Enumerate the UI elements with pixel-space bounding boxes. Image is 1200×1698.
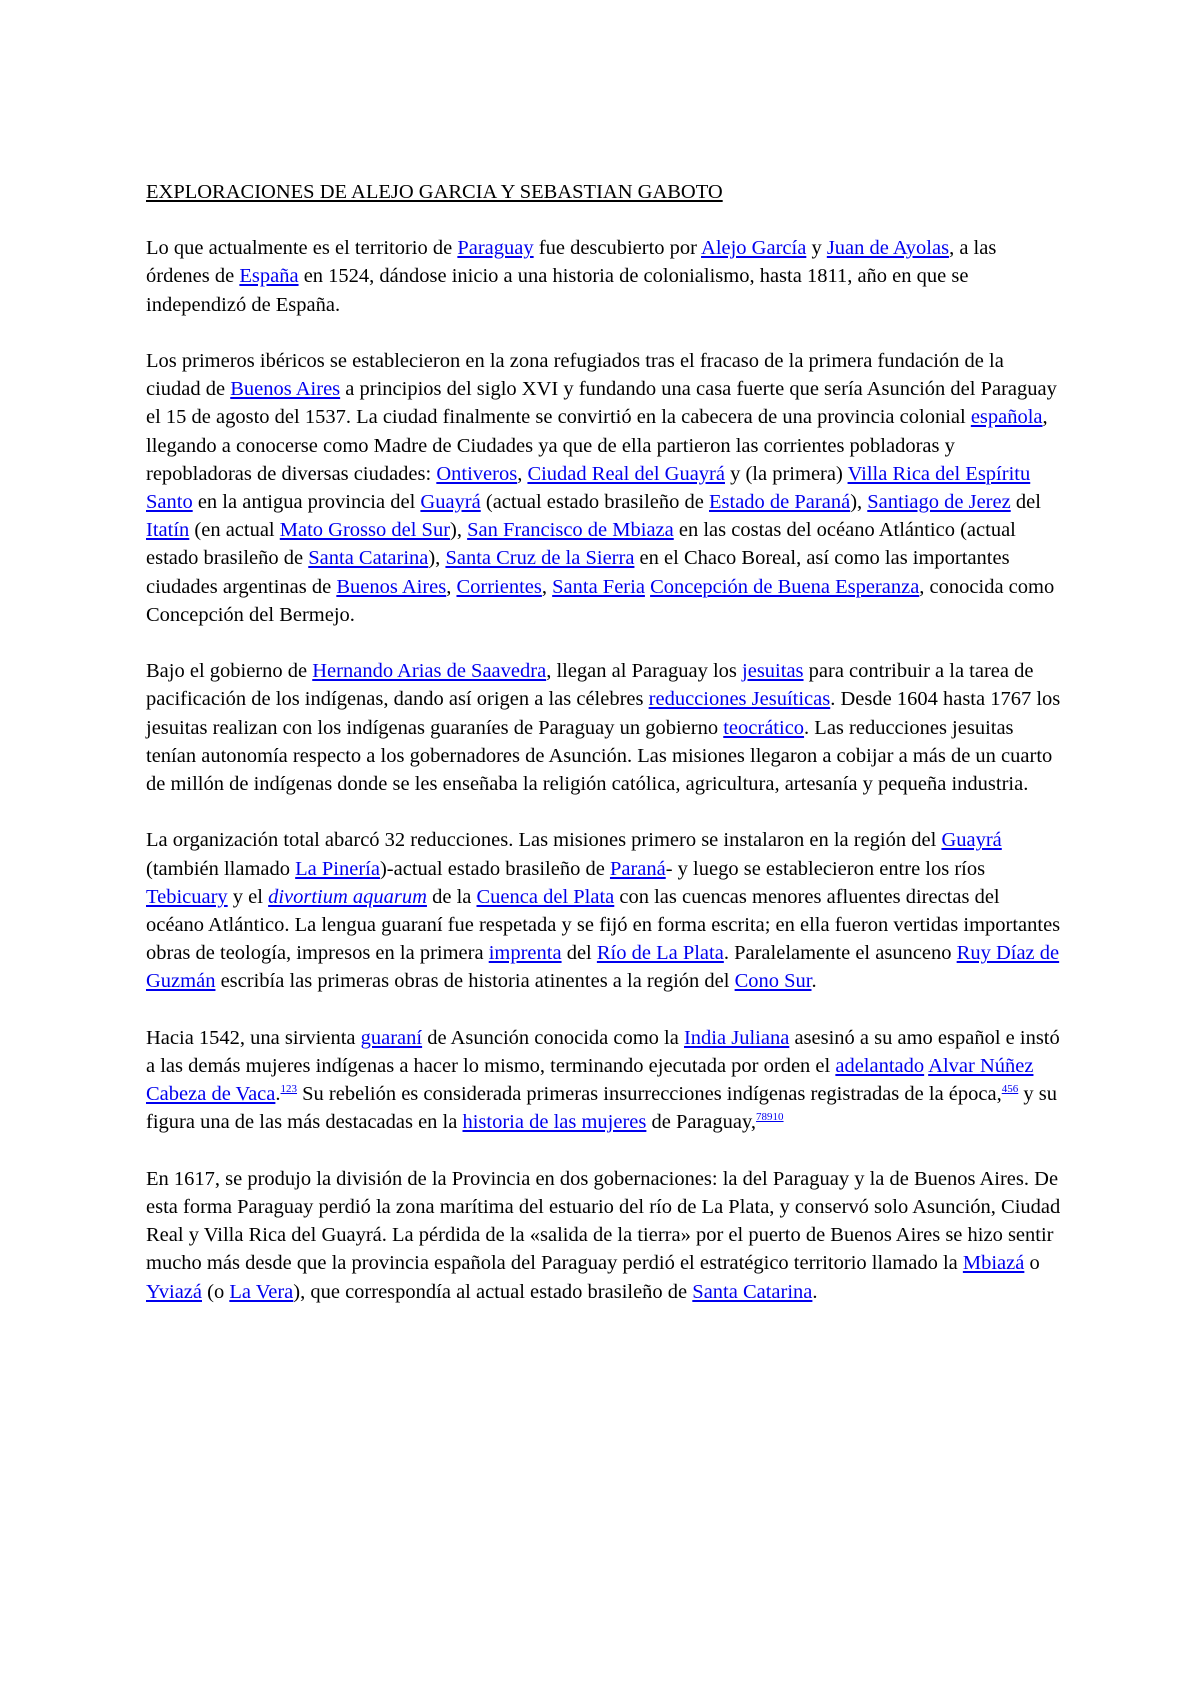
text-link[interactable]: Juan de Ayolas (826, 237, 950, 260)
text-run: (o (202, 1280, 230, 1303)
text-run: en las costas del océano Atlántico (actual estado brasileño de (146, 519, 1016, 570)
text-run: La organización total abarcó 32 reducciones. Las misiones primero se instalaron en la región del (146, 829, 942, 852)
text-link[interactable]: India Juliana (683, 1026, 790, 1049)
text-link[interactable]: Santa Catarina (308, 547, 429, 570)
text-link[interactable]: Ontiveros (436, 462, 518, 485)
text-link[interactable]: Estado de Paraná (709, 491, 851, 514)
text-run: y (806, 237, 827, 260)
paragraph (146, 234, 1062, 319)
text-link[interactable]: Tebicuary (146, 885, 228, 908)
text-run: , conocida como Concepción del Bermejo. (146, 575, 1055, 626)
text-link[interactable]: Guayrá (941, 829, 1002, 852)
paragraph (146, 1165, 1062, 1306)
text-link[interactable]: Alvar Núñez Cabeza de Vaca (146, 1055, 1034, 1106)
text-run: , a las órdenes de (146, 237, 997, 288)
text-link[interactable]: historia de las mujeres (462, 1111, 647, 1134)
text-run: , (446, 575, 457, 598)
text-run: y (la primera) (724, 462, 848, 485)
paragraph (146, 826, 1062, 995)
text-link[interactable]: Cuenca del Plata (476, 885, 615, 908)
citation-superscript (281, 1083, 298, 1095)
text-link[interactable]: española (970, 406, 1043, 429)
text-link[interactable]: jesuitas (742, 660, 804, 683)
text-run: en 1524, dándose inicio a una historia de colonialismo, hasta 1811, año en que se independizó de España. (146, 265, 969, 316)
text-run: - y luego se establecieron entre los ríos (665, 857, 986, 880)
document-body (146, 234, 1062, 1306)
text-run: del (1010, 491, 1041, 514)
text-run: para contribuir a la tarea de pacificación de los indígenas, dando así origen a las célebres (146, 660, 1034, 711)
text-run: ), (428, 547, 446, 570)
text-run: ), que correspondía al actual estado brasileño de (293, 1280, 693, 1303)
text-link[interactable]: reducciones Jesuíticas (648, 688, 831, 711)
text-run: (en actual (189, 519, 280, 542)
text-run: y su figura una de las más destacadas en la (146, 1083, 1057, 1134)
text-run: Su rebelión es considerada primeras insurrecciones indígenas registradas de la época, (297, 1083, 1002, 1106)
text-run: , llegando a conocerse como Madre de Ciudades ya que de ella partieron las corrientes pobladoras y repobladoras de diversas ciudades: (146, 406, 1048, 485)
text-link[interactable]: Mato Grosso del Sur (279, 519, 451, 542)
text-link[interactable]: Santa Feria (552, 575, 645, 598)
text-link[interactable]: Ciudad Real del Guayrá (527, 462, 725, 485)
text-run: en el Chaco Boreal, así como las importantes ciudades argentinas de (146, 547, 1010, 598)
text-link[interactable]: Yviazá (146, 1280, 202, 1303)
text-link[interactable]: Hernando Arias de Saavedra (312, 660, 547, 683)
text-link[interactable]: Santa Cruz de la Sierra (445, 547, 635, 570)
text-run: . Desde 1604 hasta 1767 los jesuitas realizan con los indígenas guaraníes de Paraguay un gobierno (146, 688, 1061, 739)
text-link[interactable]: adelantado (835, 1055, 925, 1078)
text-link[interactable]: Mbiazá (962, 1252, 1025, 1275)
text-link[interactable]: Itatín (146, 519, 190, 542)
text-run: , (517, 462, 528, 485)
text-link[interactable]: Río de La Plata (596, 942, 724, 965)
citation-superscript (1002, 1083, 1019, 1095)
text-link[interactable]: Corrientes (456, 575, 542, 598)
text-run: . Paralelamente el asunceno (723, 942, 957, 965)
text-run: ), (850, 491, 868, 514)
text-run: de Asunción conocida como la (422, 1026, 684, 1049)
text-run: (actual estado brasileño de (480, 491, 710, 514)
paragraph (146, 1024, 1062, 1137)
text-link[interactable]: Santa Catarina (692, 1280, 813, 1303)
text-link[interactable]: guaraní (360, 1026, 423, 1049)
text-run: )-actual estado brasileño de (379, 857, 610, 880)
paragraph (146, 347, 1062, 629)
text-link[interactable]: Cono Sur (734, 970, 812, 993)
text-link[interactable]: La Pinería (295, 857, 380, 880)
citation-link[interactable]: 123 (280, 1083, 298, 1096)
text-run: . (811, 970, 817, 993)
text-run: , (541, 575, 553, 598)
text-run: Bajo el gobierno de (146, 660, 313, 683)
text-link[interactable]: Buenos Aires (230, 378, 341, 401)
text-link[interactable]: Buenos Aires (336, 575, 447, 598)
text-link[interactable]: Ruy Díaz de Guzmán (146, 942, 1060, 993)
text-run: . (812, 1280, 818, 1303)
text-run: , llegan al Paraguay los (546, 660, 743, 683)
text-run: asesinó a su amo español e instó a las demás mujeres indígenas a hacer lo mismo, terminando ejecutada por orden el (146, 1026, 1060, 1078)
text-link[interactable]: divortium aquarum (268, 885, 427, 908)
text-run: ), (450, 519, 468, 542)
text-link[interactable]: imprenta (488, 942, 562, 965)
text-run: y el (227, 885, 269, 908)
text-run: con las cuencas menores afluentes directas del océano Atlántico. La lengua guaraní fue respetada y se fijó en forma escrita; en ella fueron vertidas importantes obras de teología, impresos en la primera (146, 885, 1061, 965)
text-run: en la antigua provincia del (192, 491, 421, 514)
text-run: Lo que actualmente es el territorio de (146, 237, 458, 260)
document-title: EXPLORACIONES DE ALEJO GARCIA Y SEBASTIAN GABOTO (146, 181, 723, 203)
text-run: de la (426, 885, 477, 908)
text-run: de Paraguay, (646, 1111, 757, 1134)
text-link[interactable]: Villa Rica del Espíritu Santo (146, 462, 1031, 514)
paragraph (146, 657, 1062, 798)
text-run: escribía las primeras obras de historia atinentes a la región del (215, 970, 735, 993)
citation-link[interactable]: 456 (1001, 1083, 1019, 1096)
citation-link[interactable]: 78910 (756, 1111, 784, 1124)
text-link[interactable]: Concepción de Buena Esperanza (650, 575, 920, 598)
text-link[interactable]: Paraná (609, 857, 666, 880)
text-run: o (1024, 1252, 1040, 1275)
text-link[interactable]: La Vera (229, 1280, 294, 1303)
document-page (146, 178, 1062, 1334)
text-run: Los primeros ibéricos se establecieron en la zona refugiados tras el fracaso de la primera fundación de la ciudad de (146, 350, 1004, 401)
text-run: En 1617, se produjo la división de la Provincia en dos gobernaciones: la del Paraguay y la de Buenos Aires. De esta forma Paraguay perdió la zona marítima del estuario del río de La Plata, y conservó solo Asunción, Ciudad Real y Villa Rica del Guayrá. La pérdida de la «salida de la tierra» por el puerto de Buenos Aires se hizo sentir mucho más desde que la provincia española del Paraguay perdió el estratégico territorio llamado la (146, 1167, 1061, 1275)
text-run: (también llamado (146, 857, 296, 880)
text-link[interactable]: Santiago de Jerez (867, 491, 1011, 514)
text-link[interactable]: Paraguay (457, 237, 534, 260)
text-run: fue descubierto por (533, 237, 702, 260)
citation-superscript (756, 1111, 784, 1123)
text-run: Hacia 1542, una sirvienta (146, 1026, 361, 1049)
text-link[interactable]: Alejo García (701, 237, 807, 260)
text-link[interactable]: España (239, 265, 299, 288)
text-run: a principios del siglo XVI y fundando una casa fuerte que sería Asunción del Paraguay el 15 de agosto del 1537. La ciudad finalmente se convirtió en la cabecera de una provincia colonial (146, 378, 1057, 429)
text-link[interactable]: teocrático (723, 716, 805, 739)
text-link[interactable]: Guayrá (420, 491, 481, 514)
text-run: . Las reducciones jesuitas tenían autonomía respecto a los gobernadores de Asunción. Las misiones llegaron a cobijar a más de un cuarto de millón de indígenas donde se les enseñaba la religión católica, agricultura, artesanía y pequeña industria. (146, 716, 1053, 796)
text-run: del (561, 942, 597, 965)
text-run: . (275, 1083, 281, 1106)
text-link[interactable]: San Francisco de Mbiaza (467, 519, 674, 542)
